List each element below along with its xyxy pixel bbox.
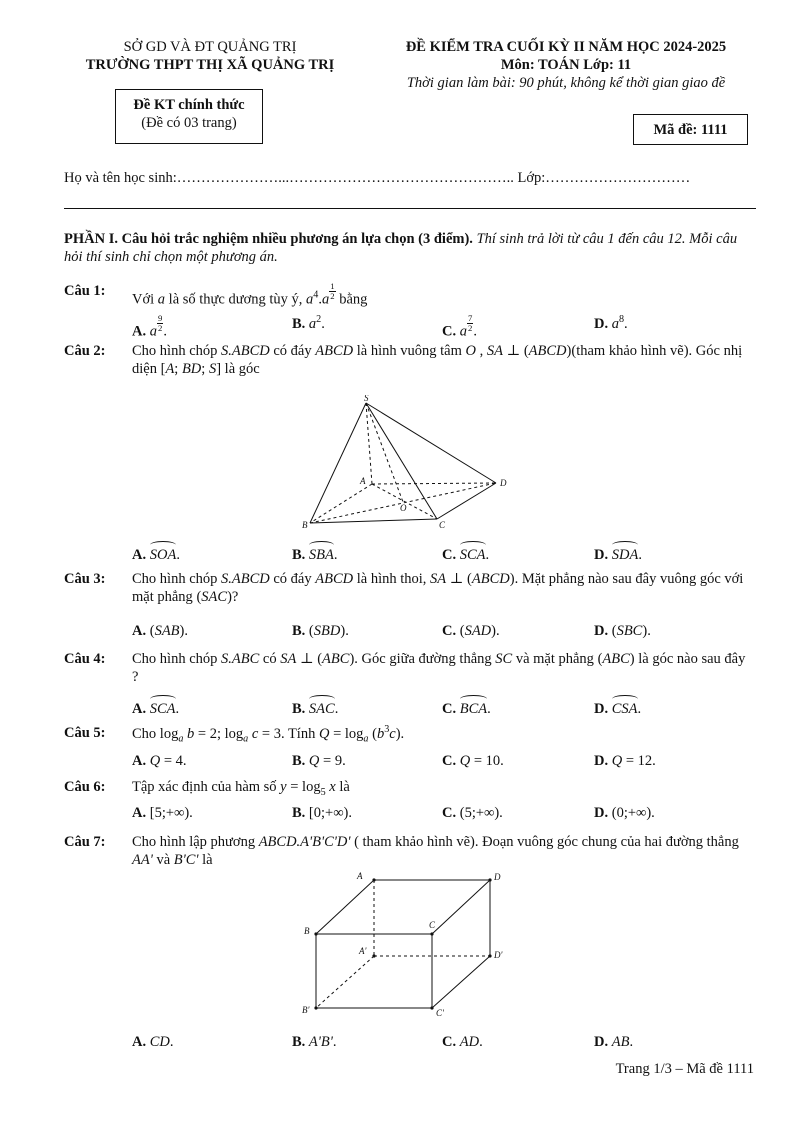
label-c: C <box>429 920 436 930</box>
option-d[interactable]: D. SDA. <box>594 543 642 564</box>
label-b: B <box>302 520 308 530</box>
option-a[interactable]: A. (SAB). <box>132 623 189 639</box>
question-5-options <box>132 752 752 770</box>
option-d[interactable]: D. CSA. <box>594 697 641 718</box>
option-a[interactable]: A. [5;+∞). <box>132 805 193 821</box>
label-o: O <box>400 503 407 513</box>
option-b[interactable]: B. SAC. <box>292 697 338 718</box>
pyramid-figure <box>300 395 515 535</box>
label-d: D <box>494 872 501 882</box>
label-s: S <box>364 395 369 403</box>
option-c[interactable]: C. a $\frac{7}{2}$ . <box>442 313 477 340</box>
part1-title: PHẦN I. Câu hỏi trắc nghiệm nhiều phương án lựa chọn (3 điểm). <box>64 231 473 247</box>
question-number: Câu 5: <box>64 725 106 741</box>
question-number: Câu 7: <box>64 834 106 850</box>
option-b[interactable]: B. SBA. <box>292 543 338 564</box>
label-b-prime: B' <box>302 1005 310 1015</box>
option-a[interactable]: A. SCA. <box>132 697 179 718</box>
option-c[interactable]: C. SCA. <box>442 543 489 564</box>
label-a: A <box>360 476 366 486</box>
question-3-options <box>132 622 752 640</box>
option-d[interactable]: D. AB. <box>594 1034 634 1050</box>
question-6-options <box>132 804 752 822</box>
part1-heading <box>64 230 754 266</box>
question-1-options <box>132 313 752 340</box>
option-d[interactable]: D. $a^8$. <box>594 314 628 332</box>
question-text: Cho hình lập phương ABCD.A'B'C'D' ( tham khảo hình vẽ). Đoạn vuông góc chung của hai đường thẳng AA' và B'C' là <box>132 834 739 869</box>
cube-figure <box>295 868 515 1018</box>
part1-instructions: Thí sinh trả lời từ câu 1 đến câu 12. Mỗi câu hỏi thí sinh chỉ chọn một phương án. <box>64 231 738 266</box>
option-c[interactable]: C. Q = 10. <box>442 753 504 769</box>
question-text: Cho hình chóp S.ABC có SA ⊥ (ABC). Góc giữa đường thẳng SC và mặt phẳng (ABC) là góc nào sau đây ? <box>132 651 746 686</box>
question-7 <box>64 833 754 873</box>
pages-label: (Đề có 03 trang) <box>141 115 237 132</box>
question-number: Câu 1: <box>64 283 106 299</box>
header-right <box>380 38 752 92</box>
label-a: A <box>357 871 363 881</box>
dept-name: SỞ GD VÀ ĐT QUẢNG TRỊ <box>123 39 297 55</box>
question-text: Với a là số thực dương tùy ý, $a^4.a$ $\frac{1}{2}$ bằng <box>132 281 368 308</box>
option-a[interactable]: A. a $\frac{9}{2}$ . <box>132 313 167 340</box>
label-b: B <box>304 926 310 936</box>
exam-code: Mã đề: 1111 <box>653 122 728 138</box>
divider <box>64 208 756 209</box>
official-box <box>115 89 263 144</box>
question-number: Câu 3: <box>64 571 106 587</box>
option-c[interactable]: C. (SAD). <box>442 623 500 639</box>
question-3 <box>64 570 754 614</box>
option-a[interactable]: A. CD. <box>132 1034 174 1050</box>
time-note: Thời gian làm bài: 90 phút, không kể thời gian giao đề <box>406 75 726 92</box>
question-4-options <box>132 697 752 715</box>
question-number: Câu 2: <box>64 343 106 359</box>
question-text: Cho $\log_a b = 2$; $\log_a c = 3$. Tính $Q = \log_a (b^3c)$. <box>132 724 405 745</box>
question-text: Tập xác định của hàm số $y = \log_5 x$ là <box>132 779 350 798</box>
option-d[interactable]: D. (SBC). <box>594 623 651 639</box>
option-c[interactable]: C. (5;+∞). <box>442 805 503 821</box>
question-text: Cho hình chóp S.ABCD có đáy ABCD là hình thoi, SA ⊥ (ABCD). Mặt phẳng nào sau đây vuông góc với mặt phẳng (SAC)? <box>132 571 744 606</box>
question-4 <box>64 650 754 694</box>
option-c[interactable]: C. AD. <box>442 1034 483 1050</box>
option-b[interactable]: B. Q = 9. <box>292 753 346 769</box>
option-c[interactable]: C. BCA. <box>442 697 491 718</box>
label-a-prime: A' <box>359 946 367 956</box>
subject-line: Môn: TOÁN Lớp: 11 <box>500 57 632 74</box>
page-footer: Trang 1/3 – Mã đề 1111 <box>615 1061 754 1077</box>
label-d: D <box>500 478 507 488</box>
school-name: TRƯỜNG THPT THỊ XÃ QUẢNG TRỊ <box>85 57 335 74</box>
official-label: Đề KT chính thức <box>133 97 245 113</box>
exam-code-box <box>633 114 748 145</box>
option-b[interactable]: B. A'B'. <box>292 1034 337 1050</box>
option-b[interactable]: B. $a^2$. <box>292 314 325 332</box>
header-left <box>40 38 380 74</box>
label-c-prime: C' <box>436 1008 444 1018</box>
option-b[interactable]: B. (SBD). <box>292 623 349 639</box>
question-2 <box>64 342 754 386</box>
option-d[interactable]: D. (0;+∞). <box>594 805 655 821</box>
label-d-prime: D' <box>494 950 503 960</box>
option-d[interactable]: D. Q = 12. <box>594 753 656 769</box>
question-2-options <box>132 543 752 561</box>
option-a[interactable]: A. Q = 4. <box>132 753 187 769</box>
student-info-line: Họ và tên học sinh:…………………...……………………………………….. Lớp:………………………… <box>64 170 691 186</box>
question-number: Câu 4: <box>64 651 106 667</box>
label-c: C <box>439 520 446 530</box>
question-number: Câu 6: <box>64 779 106 795</box>
option-b[interactable]: B. [0;+∞). <box>292 805 352 821</box>
question-7-options <box>132 1033 752 1051</box>
question-text: Cho hình chóp S.ABCD có đáy ABCD là hình vuông tâm O , SA ⊥ (ABCD)(tham khảo hình vẽ). Góc nhị diện [A; BD; S] là góc <box>132 343 743 378</box>
option-a[interactable]: A. SOA. <box>132 543 180 564</box>
exam-title: ĐỀ KIỂM TRA CUỐI KỲ II NĂM HỌC 2024-2025 <box>405 39 727 55</box>
